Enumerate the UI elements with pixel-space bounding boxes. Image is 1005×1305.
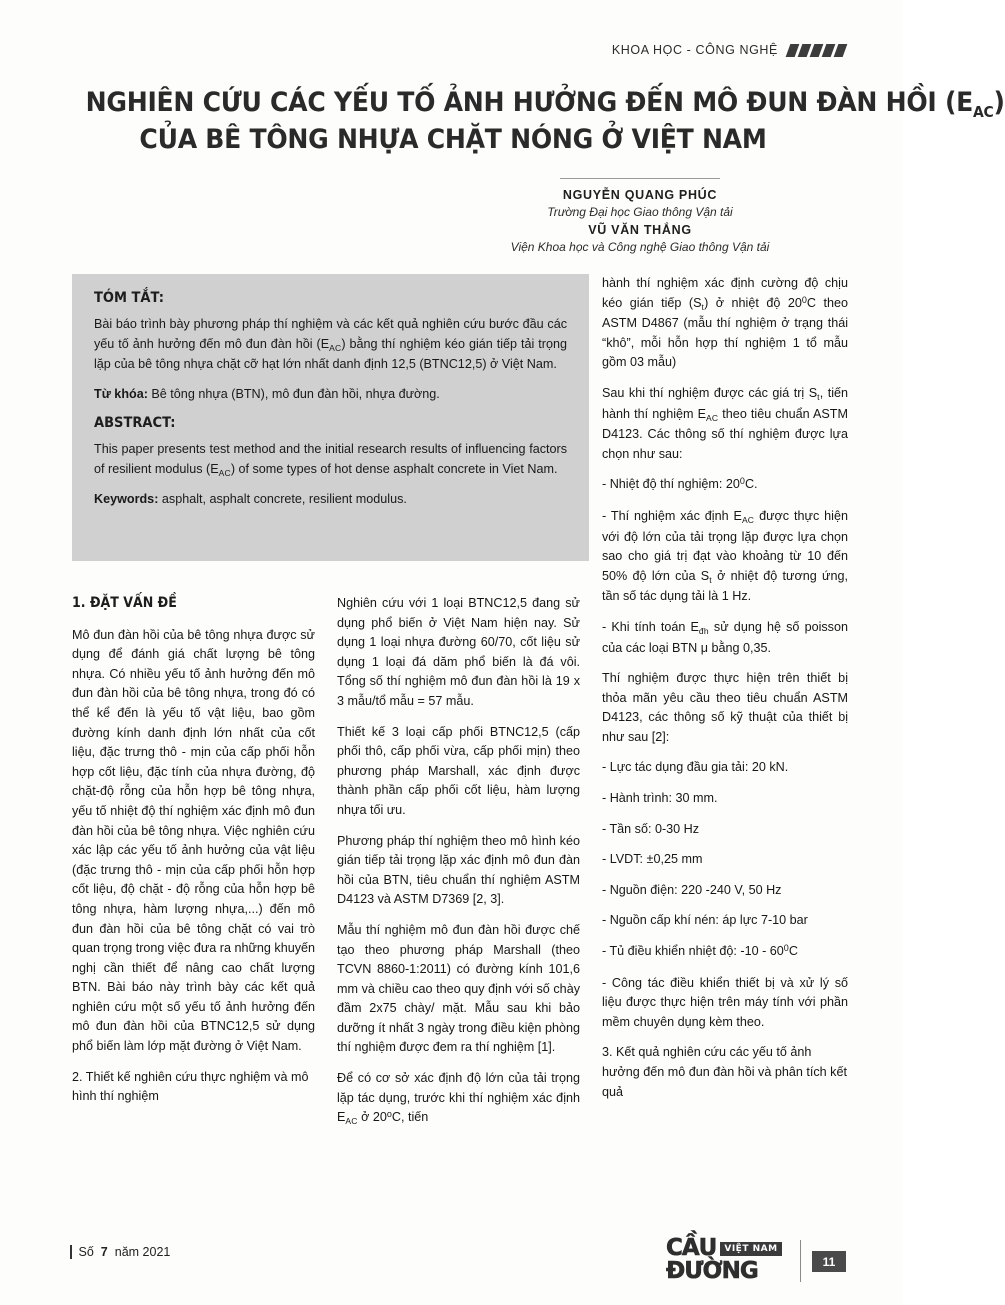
title-line-1-post: ) (993, 87, 1005, 118)
para-pre: hành thí nghiệm xác định cường độ chịu kéo gián tiếp (S (602, 276, 848, 310)
header-section-label: KHOA HỌC - CÔNG NGHỆ (611, 43, 778, 57)
title-line-1 (85, 86, 1005, 123)
subscript-st: t (817, 391, 820, 402)
para-pre: Để có cơ sở xác định độ lớn của tải trọng lặp tác dụng, trước khi thí nghiệm xác định E (337, 1071, 580, 1125)
article-title (58, 86, 1005, 157)
para-post: theo tiêu chuẩn ASTM D4123. Các thông số thí nghiệm được lựa chọn như sau: (602, 406, 848, 461)
superscript-degree: 0 (783, 943, 789, 954)
abstract-vi-body-pre: Bài báo trình bày phương pháp thí nghiệm và các kết quả nghiên cứu bước đầu các yếu tố ảnh hưởng đến mô đun đàn hồi (E (94, 317, 567, 351)
paragraph: Nghiên cứu với 1 loại BTNC12,5 đang sử dụng phổ biến ở Việt Nam hiện nay. Sử dụng 1 loại nhựa đường 60/70, cốt liệu sử dụng 1 loại đá dăm phổ biến là đá vôi. Tổng số thí nghiệm mô đun đàn hồi là 19 x 3 mẫu/tổ mẫu = 57 mẫu. (337, 596, 580, 708)
author-affiliation-2: Viện Khoa học và Công nghệ Giao thông Vận tải (510, 240, 770, 254)
section-heading-3: 3. Kết quả nghiên cứu các yếu tố ảnh hưởng đến mô đun đàn hồi và phân tích kết quả (602, 1045, 847, 1099)
page-header (0, 38, 903, 62)
author-divider (560, 178, 720, 179)
paragraph: Thí nghiệm được thực hiện trên thiết bị thỏa mãn yêu cầu theo tiêu chuẩn ASTM D4123, các thông số kỹ thuật của thiết bị như sau [2]: (602, 671, 848, 744)
subscript-ac: AC (741, 514, 755, 525)
spec-item: - Tần số: 0-30 Hz (602, 821, 700, 836)
page-number-badge: 11 (812, 1251, 846, 1272)
para-mid: ) ở nhiệt độ 20 (704, 295, 802, 310)
abstract-vi-subscript-ac: AC (329, 342, 342, 353)
footer-issue-pre: Số (78, 1245, 94, 1259)
spec-item: - Nguồn điện: 220 -240 V, 50 Hz (602, 882, 782, 897)
abstract-spacer (94, 404, 567, 415)
footer-issue-info (70, 1245, 170, 1259)
para-mid: ở 20 (357, 1110, 387, 1125)
paragraph (602, 384, 848, 464)
abstract-vi-body-post: ) bằng thí nghiệm kéo gián tiếp tải trọng lặp của bê tông nhựa chặt cỡ hạt lớn nhất danh định 12,5 (BTNC12,5) ở Việt Nam. (94, 336, 567, 371)
subscript-st: t (701, 301, 705, 312)
superscript-degree: 0 (801, 294, 807, 305)
logo-line-1 (666, 1235, 796, 1261)
para-mid: , tiến hành thí nghiệm E (602, 385, 848, 421)
body-column-middle (337, 594, 580, 1140)
subscript-ac: AC (345, 1116, 358, 1127)
body-column-right (602, 274, 848, 1113)
abstract-en-keywords-text: asphalt, asphalt concrete, resilient modulus. (161, 492, 407, 506)
section-heading-2: 2. Thiết kế nghiên cứu thực nghiệm và mô hình thí nghiệm (72, 1069, 309, 1104)
title-line-2: CỦA BÊ TÔNG NHỰA CHẶT NÓNG Ở VIỆT NAM (139, 124, 767, 155)
footer-bar-decoration (70, 1245, 72, 1259)
abstract-vi-heading: TÓM TẮT: (94, 290, 164, 306)
para-pre: Sau khi thí nghiệm được các giá trị S (602, 385, 818, 400)
abstract-vi-keywords-text: Bê tông nhựa (BTN), mô đun đàn hồi, nhựa đường. (151, 386, 440, 401)
subscript-dh: đh (698, 625, 709, 636)
abstract-en-subscript-ac: AC (218, 467, 231, 478)
abstract-vi-keywords-label: Từ khóa: (94, 386, 148, 401)
author-block (430, 178, 850, 257)
abstract-vi-body (94, 315, 567, 375)
spec-pre: - Tủ điều khiển nhiệt độ: -10 - 60 (602, 944, 784, 959)
body-column-left (72, 594, 315, 1118)
spec-item: - Nguồn cấp khí nén: áp lực 7-10 bar (602, 913, 808, 928)
author-affiliation-1: Trường Đại học Giao thông Vận tải (547, 205, 733, 219)
subscript-st: t (709, 574, 712, 585)
abstract-en-keywords (94, 490, 567, 510)
spec-item: - Lực tác dụng đầu gia tải: 20 kN. (602, 760, 789, 775)
bullet-post: sử dụng hệ số poisson của các loại BTN μ bằng 0,35. (602, 619, 848, 655)
paragraph: Mô đun đàn hồi của bê tông nhựa được sử dụng để đánh giá chất lượng bê tông nhựa. Có nhiều yếu tố ảnh hưởng đến mô đun đàn hồi của bê tông nhựa, trong đó có thể kể đến là yếu tố vật liệu, bao gồm đường kính danh định lớn nhất của cốt liệu, đặc trưng thô - mịn của cấp phối hỗn hợp cốt liệu, đặc tính của nhựa đường, độ chặt-độ rỗng của hỗn hợp bê tông nhựa, yếu tố nhiệt độ thí nghiệm xác định mô đun đàn hồi của bê tông nhựa. Việc nghiên cứu xác lập các yếu tố ảnh hưởng của vật liệu (đặc trưng thô - mịn của cấp phối hỗn hợp cốt liệu, độ chặt - độ rỗng của hỗn hợp bê tông nhựa, hàm lượng nhựa,...) đến mô đun đàn hồi của bê tông chặt có vai trò quan trọng trong việc đưa ra những khuyến nghị cần thiết để nâng cao chất lượng BTN. Bài báo này trình bày các kết quả nghiên cứu một số yếu tố ảnh hưởng đến mô đun đàn hồi của BTNC12,5 sử dụng phổ biến làm lớp mặt đường ở Việt Nam. (72, 627, 316, 1054)
bullet-post: ở nhiệt độ tương ứng, tần số tác dụng tải là 1 Hz. (602, 568, 848, 604)
paragraph (602, 274, 848, 373)
spec-item: - Hành trình: 30 mm. (602, 791, 718, 806)
abstract-en-body-post: ) of some types of hot dense asphalt concrete in Viet Nam. (230, 461, 558, 476)
logo-text-duong: ĐƯỜNG (666, 1258, 758, 1284)
abstract-box (72, 274, 589, 561)
bullet-pre: - Thí nghiệm xác định E (602, 508, 742, 523)
logo-badge-vietnam: VIỆT NAM (720, 1242, 781, 1256)
abstract-en-body (94, 440, 567, 480)
paragraph-continues (337, 1069, 580, 1129)
abstract-en-keywords-label: Keywords: (94, 492, 159, 506)
bullet-item (602, 618, 848, 658)
abstract-vi-keywords (94, 385, 567, 405)
spec-item: - LVDT: ±0,25 mm (602, 852, 703, 867)
abstract-en-body-pre: This paper presents test method and the initial research results of influencing factors of resilient modulus (E (94, 442, 567, 476)
superscript-degree: o (386, 1109, 392, 1120)
paragraph: Phương pháp thí nghiệm theo mô hình kéo gián tiếp tải trọng lặp xác định mô đun đàn hồi của BTN, tiêu chuẩn thí nghiệm ASTM D4123 và ASTM D7369 [2, 3]. (337, 833, 580, 907)
bullet-pre: - Nhiệt độ thí nghiệm: 20 (602, 477, 740, 492)
paragraph: Thiết kế 3 loại cấp phối BTNC12,5 (cấp phối thô, cấp phối vừa, cấp phối mịn) theo phương pháp Marshall, xác định được thành phần cấp phối cốt liệu, hàm lượng nhựa tối ưu. (337, 724, 580, 817)
bullet-item (602, 475, 848, 496)
abstract-en-heading: ABSTRACT: (94, 415, 176, 431)
footer-divider (800, 1240, 801, 1282)
title-subscript-ac: AC (973, 103, 994, 121)
author-name-2: VŨ VĂN THẮNG (588, 223, 692, 237)
bullet-pre: - Khi tính toán E (602, 619, 699, 634)
author-name-1: NGUYỄN QUANG PHÚC (562, 188, 718, 202)
footer-issue-number: 7 (100, 1245, 108, 1259)
paragraph: - Công tác điều khiển thiết bị và xử lý số liệu được thực hiện trên máy tính với phần mềm chuyên dụng kèm theo. (602, 975, 848, 1029)
journal-logo (666, 1235, 796, 1286)
spec-item (602, 942, 848, 963)
spec-post: C (788, 944, 798, 959)
logo-text-cau: CẦU (666, 1235, 717, 1261)
section-heading-1: 1. ĐẶT VẤN ĐỀ (72, 595, 177, 611)
para-post: C, tiến (391, 1110, 429, 1125)
paragraph: Mẫu thí nghiệm mô đun đàn hồi được chế tạo theo phương pháp Marshall (theo TCVN 8860-1:2011) có đường kính 101,6 mm và chiều cao theo quy định với số chày đầm 2x75 chày/ mặt. Mẫu sau khi bảo dưỡng ít nhất 3 ngày trong điều kiện phòng thí nghiệm được đem ra thí nghiệm [1]. (337, 922, 580, 1055)
footer-issue-post: năm 2021 (114, 1245, 171, 1259)
subscript-ac: AC (706, 412, 719, 423)
bullet-post: C. (744, 477, 758, 492)
bullet-item (602, 507, 848, 607)
para-post: C theo ASTM D4867 (mẫu thí nghiệm ở trạng thái “khô”, mỗi hỗn hợp thí nghiệm 1 tổ mẫu gồm 03 mẫu) (602, 295, 848, 370)
title-line-1-pre: NGHIÊN CỨU CÁC YẾU TỐ ẢNH HƯỞNG ĐẾN MÔ ĐUN ĐÀN HỒI (E (85, 87, 974, 118)
header-stripes-decoration (788, 44, 845, 57)
superscript-degree: 0 (739, 476, 745, 487)
bullet-mid: được thực hiện với độ lớn của tải trọng lặp được lựa chọn sao cho giá trị đạt vào khoảng từ 10 đến 50% độ lớn của S (602, 508, 848, 583)
